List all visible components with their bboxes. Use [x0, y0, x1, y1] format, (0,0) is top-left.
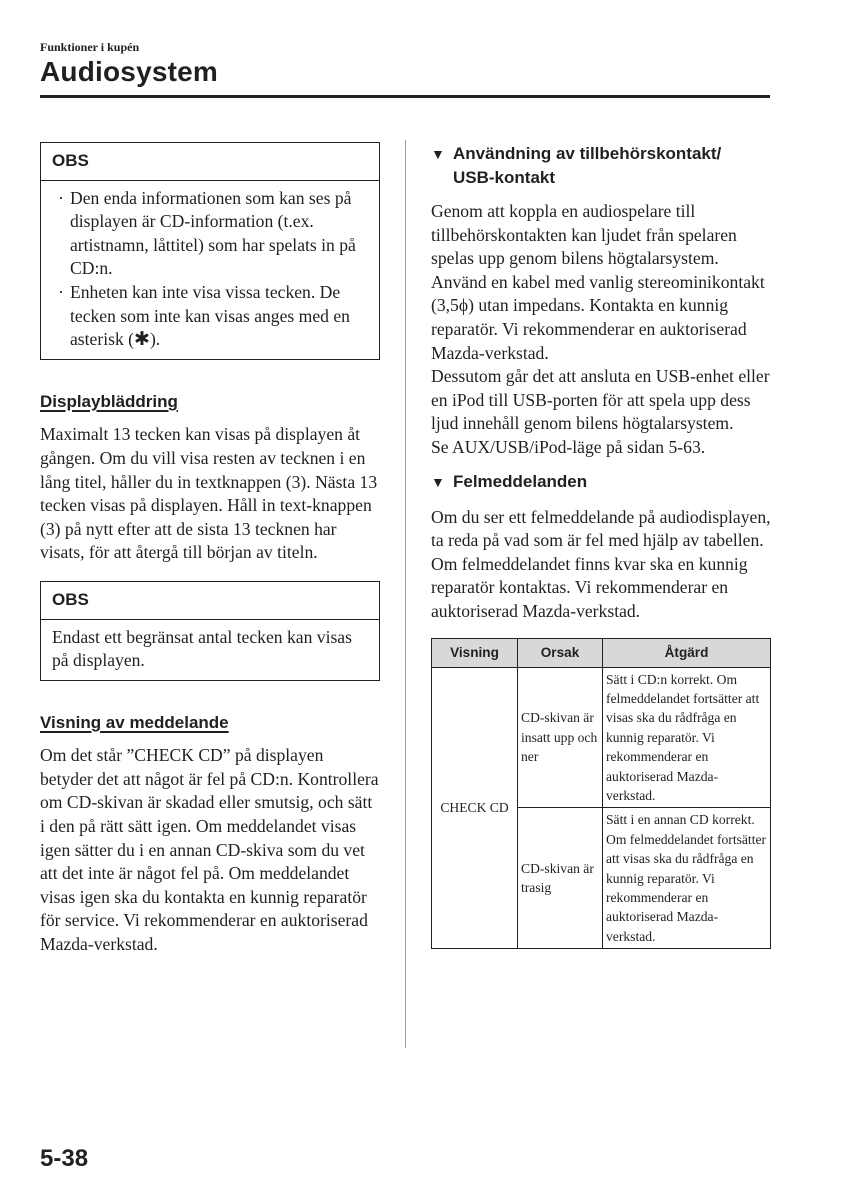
right-column [431, 142, 771, 949]
asterisk-icon: ✱ [134, 328, 150, 351]
paragraph-message-display: Om det står ”CHECK CD” på displayen betyder det att något är fel på CD:n. Kontrollera om CD-skivan är skadad eller smutsig, och sätt i den på rätt sätt igen. Om meddelandet visas igen sätter du i en annan CD-skiva som du vet att det inte är något fel på. Om meddelandet visas igen ska du kontakta en kunnig reparatör för service. Vi rekommenderar en auktoriserad Mazda-verkstad. [40, 745, 379, 955]
heading-message-display: Visning av meddelande [40, 712, 229, 732]
paragraph-aux-1: Genom att koppla en audiospelare till tillbehörskontakten kan ljudet från spelaren spelas upp genom bilens högtalarsystem. [431, 201, 737, 269]
obs-item-end: ). [149, 329, 161, 350]
left-column [40, 142, 380, 957]
obs-item [52, 187, 369, 281]
table-row [432, 667, 771, 808]
heading-aux-usb [431, 142, 771, 190]
column-header: Orsak [518, 638, 603, 667]
display-cell: CHECK CD [432, 667, 518, 949]
header-rule [40, 95, 770, 98]
page-title: Audiosystem [40, 56, 219, 87]
action-cell: Sätt i en annan CD korrekt. Om felmeddelandet fortsätter att visas ska du rådfråga en kunnig reparatör. Vi rekommenderar en auktoriserad Mazda-verkstad. [603, 808, 771, 949]
paragraph-aux-2: Använd en kabel med vanlig stereominikontakt (3,5ϕ) utan impedans. Kontakta en kunnig reparatör. Vi rekommenderar en auktoriserad Mazda-verkstad. [431, 271, 765, 363]
obs-item-text: Enheten kan inte visa vissa tecken. De tecken som inte kan visas anges med en asterisk ( [70, 281, 350, 350]
section-label: Funktioner i kupén [40, 40, 140, 54]
paragraph-aux-4: Se AUX/USB/iPod-läge på sidan 5-63. [431, 436, 706, 457]
obs-label: OBS [41, 143, 379, 181]
obs-label: OBS [41, 582, 379, 620]
table-header-row [432, 638, 771, 667]
heading-line: Felmeddelanden [453, 471, 588, 491]
heading-line: USB-kontakt [453, 168, 556, 187]
obs-item [52, 281, 369, 352]
page-number: 5-38 [40, 1145, 89, 1172]
paragraph-display-scroll: Maximalt 13 tecken kan visas på displayen åt gången. Om du vill visa resten av tecknen i en lång titel, håller du in textknappen (3). Nästa 13 tecken visas på displayen. Håll in text-knappen (3) på nytt efter att de sista 13 tecknen har visats, för att återgå till början av titeln. [40, 424, 378, 563]
cause-cell: CD-skivan är insatt upp och ner [518, 667, 603, 808]
column-divider [405, 140, 406, 1048]
obs-box-characters [40, 142, 380, 360]
obs-list [52, 187, 369, 352]
obs-body [41, 620, 379, 680]
action-cell: Sätt i CD:n korrekt. Om felmeddelandet fortsätter att visas ska du rådfråga en kunnig reparatör. Vi rekommenderar en auktoriserad Mazda-verkstad. [603, 667, 771, 808]
obs-box-limited [40, 581, 380, 681]
heading-display-scroll: Displaybläddring [40, 391, 178, 411]
error-table [431, 638, 771, 950]
heading-line: Användning av tillbehörskontakt/ [453, 144, 722, 163]
triangle-icon: ▼ [431, 146, 445, 162]
paragraph-errors: Om du ser ett felmeddelande på audiodisplayen, ta reda på vad som är fel med hjälp av tabellen. Om felmeddelandet finns kvar ska en kunnig reparatör kontaktas. Vi rekommenderar en auktoriserad Mazda-verkstad. [431, 506, 771, 621]
obs-body [41, 181, 379, 359]
obs-item-text: Den enda informationen som kan ses på displayen är CD-information (t.ex. artistnamn, låttitel) som har spelats in på CD:n. [70, 187, 356, 279]
cause-cell: CD-skivan är trasig [518, 808, 603, 949]
heading-errors [431, 470, 771, 494]
triangle-icon: ▼ [431, 473, 445, 490]
paragraph-aux-3: Dessutom går det att ansluta en USB-enhet eller en iPod till USB-porten för att spela upp dess ljud innehåll genom bilens högtalarsystem. [431, 366, 770, 434]
column-header: Åtgärd [603, 638, 771, 667]
column-header: Visning [432, 638, 518, 667]
obs-text: Endast ett begränsat antal tecken kan visas på displayen. [52, 626, 352, 671]
